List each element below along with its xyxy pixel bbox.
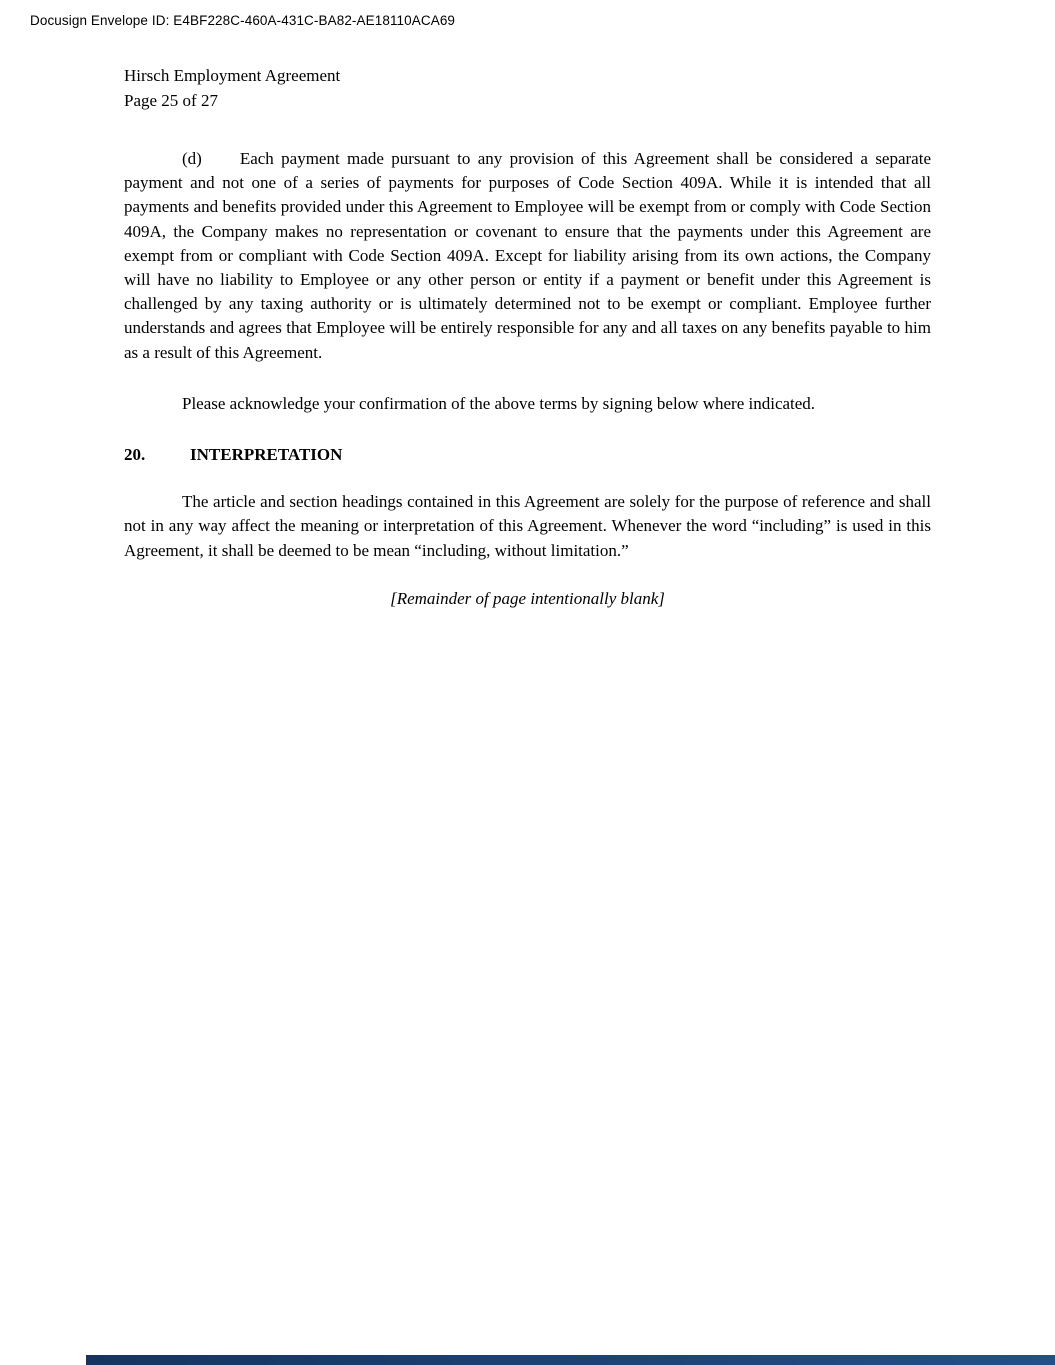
section-heading-interpretation [124, 443, 931, 467]
footer-bar [86, 1355, 1055, 1365]
section-title: INTERPRETATION [190, 445, 343, 465]
page-number: Page 25 of 27 [124, 91, 218, 110]
paragraph-d-text: Each payment made pursuant to any provision of this Agreement shall be considered a separate payment and not one of a series of payments for purposes of Code Section 409A. While it is intended that all payments and benefits provided under this Agreement to Employee will be exempt from or comply with Code Section 409A, the Company makes no representation or covenant to ensure that the payments under this Agreement are exempt from or compliant with Code Section 409A. Except for liability arising from its own actions, the Company will have no liability to Employee or any other person or entity if a payment or benefit under this Agreement is challenged by any taxing authority or is ultimately determined not to be exempt or compliant. Employee further understands and agrees that Employee will be entirely responsible for any and all taxes on any benefits payable to him as a result of this Agreement. [124, 149, 931, 362]
remainder-of-page-note: [Remainder of page intentionally blank] [390, 588, 665, 608]
paragraph-acknowledge: Please acknowledge your confirmation of the above terms by signing below where indicated. [182, 393, 816, 413]
document-title: Hirsch Employment Agreement [124, 66, 341, 85]
paragraph-d-label: (d) [182, 149, 202, 168]
document-content [124, 63, 931, 609]
section-number: 20. [124, 445, 146, 465]
docusign-envelope-id: Docusign Envelope ID: E4BF228C-460A-431C-BA82-AE18110ACA69 [30, 13, 456, 28]
paragraph-section-d [124, 147, 931, 365]
document-header [124, 63, 931, 113]
paragraph-interpretation: The article and section headings contained in this Agreement are solely for the purpose of reference and shall not in any way affect the meaning or interpretation of this Agreement. Whenever the word “including” is used in this Agreement, it shall be deemed to be mean “including, without limitation.” [124, 492, 931, 560]
